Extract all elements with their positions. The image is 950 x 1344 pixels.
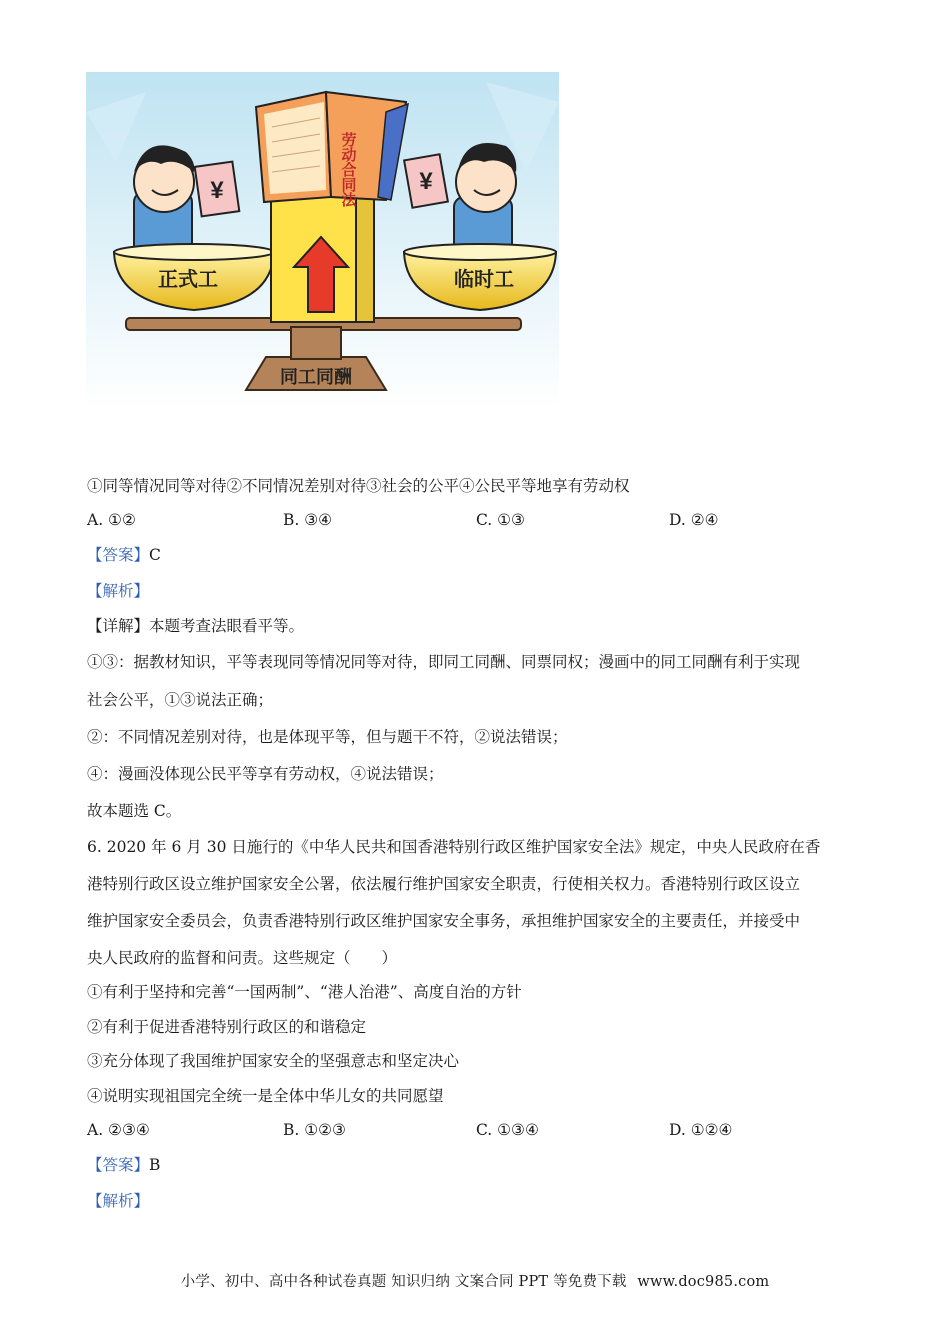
footer-text: 小学、初中、高中各种试卷真题 知识归纳 文案合同 PPT 等免费下载 (180, 1274, 627, 1290)
q5-explain-1b: 社会公平，①③说法正确； (87, 691, 274, 709)
q6-option-c: C. ①③④ (476, 1121, 539, 1139)
yen-symbol-right: ¥ (419, 168, 433, 195)
answer-tag: 【答案】 (87, 1156, 150, 1174)
q6-option-b: B. ①②③ (283, 1121, 346, 1139)
q5-explain-1a: ①③：据教材知识，平等表现同等情况同等对待，即同工同酬、同票同权；漫画中的同工同酬有利于实现 (87, 653, 801, 671)
page-footer (0, 1270, 950, 1291)
q5-detail (87, 616, 304, 636)
q6-statement-3: ③充分体现了我国维护国家安全的坚强意志和坚定决心 (87, 1052, 460, 1070)
detail-tag: 【详解】 (87, 617, 150, 635)
q6-statement-1: ①有利于坚持和完善“一国两制”、“港人治港”、高度自治的方针 (87, 983, 522, 1001)
q6-stem-2: 港特别行政区设立维护国家安全公署，依法履行维护国家安全职责，行使相关权力。香港特别行政区设立 (87, 875, 801, 893)
q6-option-a: A. ②③④ (87, 1121, 150, 1139)
q6-statement-2: ②有利于促进香港特别行政区的和谐稳定 (87, 1018, 367, 1036)
q5-analysis-tag: 【解析】 (87, 582, 150, 600)
answer-value: B (149, 1156, 161, 1174)
q5-option-b: B. ③④ (283, 511, 333, 529)
detail-text: 本题考查法眼看平等。 (149, 617, 305, 635)
left-pan-label: 正式工 (158, 269, 218, 291)
answer-tag: 【答案】 (87, 546, 150, 564)
base-label: 同工同酬 (280, 367, 352, 387)
q6-stem-4: 央人民政府的监督和问责。这些规定（ ） (87, 949, 398, 967)
q5-conclusion: 故本题选 C。 (87, 802, 182, 820)
q6-analysis-tag: 【解析】 (87, 1192, 150, 1210)
q5-statements: ①同等情况同等对待②不同情况差别对待③社会的公平④公民平等地享有劳动权 (87, 477, 630, 495)
q6-option-d: D. ①②④ (669, 1121, 733, 1139)
right-pan-label: 临时工 (454, 269, 514, 291)
answer-value: C (149, 546, 161, 564)
q6-statement-4: ④说明实现祖国完全统一是全体中华儿女的共同愿望 (87, 1087, 444, 1105)
q5-explain-3: ④：漫画没体现公民平等享有劳动权，④说法错误； (87, 765, 444, 783)
footer-url[interactable]: www.doc985.com (637, 1274, 770, 1290)
equal-pay-cartoon (86, 72, 559, 408)
q5-explain-2: ②：不同情况差别对待，也是体现平等，但与题干不符，②说法错误； (87, 728, 568, 746)
yen-symbol-left: ¥ (210, 177, 224, 204)
q5-option-c: C. ①③ (476, 511, 525, 529)
q6-answer (87, 1155, 160, 1175)
q6-stem-3: 维护国家安全委员会，负责香港特别行政区维护国家安全事务，承担维护国家安全的主要责任，并接受中 (87, 912, 801, 930)
book-title: 劳动合同法 (339, 132, 357, 207)
q5-option-a: A. ①② (87, 511, 136, 529)
q6-stem-1: 6. 2020 年 6 月 30 日施行的《中华人民共和国香港特别行政区维护国家安全法》规定，中央人民政府在香 (87, 838, 821, 856)
q5-option-d: D. ②④ (669, 511, 719, 529)
q5-answer (87, 545, 161, 565)
